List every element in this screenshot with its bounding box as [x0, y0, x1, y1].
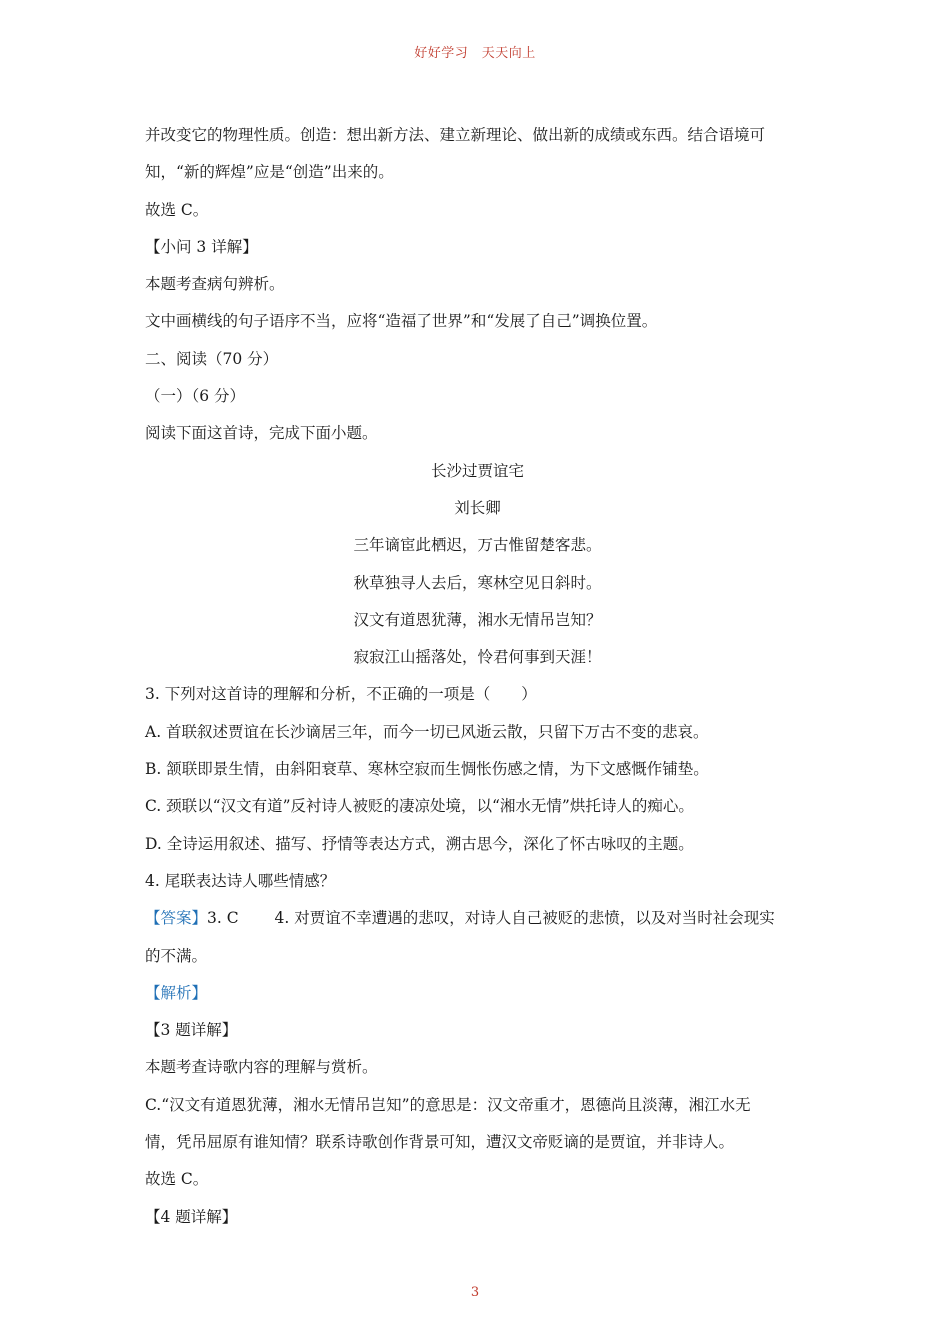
- section-heading: 【3 题详解】: [145, 1021, 238, 1040]
- question-3-option-a: A. 首联叙述贾谊在长沙谪居三年，而今一切已风逝云散，只留下万古不变的悲哀。: [145, 722, 709, 741]
- poem-author: 刘长卿: [454, 498, 501, 517]
- poem-verse: 汉文有道恩犹薄，湘水无情吊岂知？: [353, 610, 602, 629]
- section-heading: 【4 题详解】: [145, 1207, 238, 1226]
- question-4-stem: 4. 尾联表达诗人哪些情感？: [145, 871, 336, 890]
- text-line: 情，凭吊屈原有谁知情？联系诗歌创作背景可知，遭汉文帝贬谪的是贾谊，并非诗人。: [145, 1133, 735, 1152]
- question-3-option-c: C. 颈联以“汉文有道”反衬诗人被贬的凄凉处境，以“湘水无情”烘托诗人的痴心。: [145, 797, 694, 816]
- page-header: 好好学习 天天向上: [414, 46, 536, 61]
- question-3-stem: 3. 下列对这首诗的理解和分析，不正确的一项是（ ）: [145, 685, 537, 704]
- question-3-option-b: B. 颔联即景生情，由斜阳衰草、寒林空寂而生惆怅伤感之情，为下文感慨作铺垫。: [145, 760, 709, 779]
- poem-verse: 寂寂江山摇落处，怜君何事到天涯！: [353, 648, 602, 667]
- answer-line: [145, 905, 810, 942]
- poem-verse: 三年谪宦此栖迟，万古惟留楚客悲。: [353, 536, 602, 555]
- question-3-option-d: D. 全诗运用叙述、描写、抒情等表达方式，溯古思今，深化了怀古咏叹的主题。: [145, 834, 694, 853]
- poem-title: 长沙过贾谊宅: [430, 461, 524, 480]
- section-heading: （一）（6 分）: [145, 387, 246, 406]
- document-body: [145, 122, 810, 1241]
- analysis-label: 【解析】: [145, 983, 208, 1002]
- text-line: 文中画横线的句子语序不当，应将“造福了世界”和“发展了自己”调换位置。: [145, 312, 658, 331]
- text-line: 故选 C。: [145, 1170, 209, 1189]
- section-heading: 二、阅读（70 分）: [145, 349, 279, 368]
- poem-verse: 秋草独寻人去后，寒林空见日斜时。: [353, 573, 602, 592]
- section-heading: 【小问 3 详解】: [145, 237, 258, 256]
- text-line: 故选 C。: [145, 200, 209, 219]
- text-line: 知，“新的辉煌”应是“创造”出来的。: [145, 163, 394, 182]
- text-line: C.“汉文有道恩犹薄，湘水无情吊岂知”的意思是：汉文帝重才，恩德尚且淡薄，湘江水无: [145, 1095, 751, 1114]
- page-number: 3: [470, 1285, 480, 1300]
- text-line: 本题考查病句辨析。: [145, 275, 285, 294]
- answer-label: 【答案】: [145, 909, 208, 928]
- answer-continuation: 的不满。: [145, 946, 208, 965]
- answer-text: 3. C 4. 对贾谊不幸遭遇的悲叹，对诗人自己被贬的悲愤，以及对当时社会现实: [207, 909, 775, 928]
- text-line: 本题考查诗歌内容的理解与赏析。: [145, 1058, 378, 1077]
- text-line: 并改变它的物理性质。创造：想出新方法、建立新理论、做出新的成绩或东西。结合语境可: [145, 126, 766, 144]
- text-line: 阅读下面这首诗，完成下面小题。: [145, 424, 378, 443]
